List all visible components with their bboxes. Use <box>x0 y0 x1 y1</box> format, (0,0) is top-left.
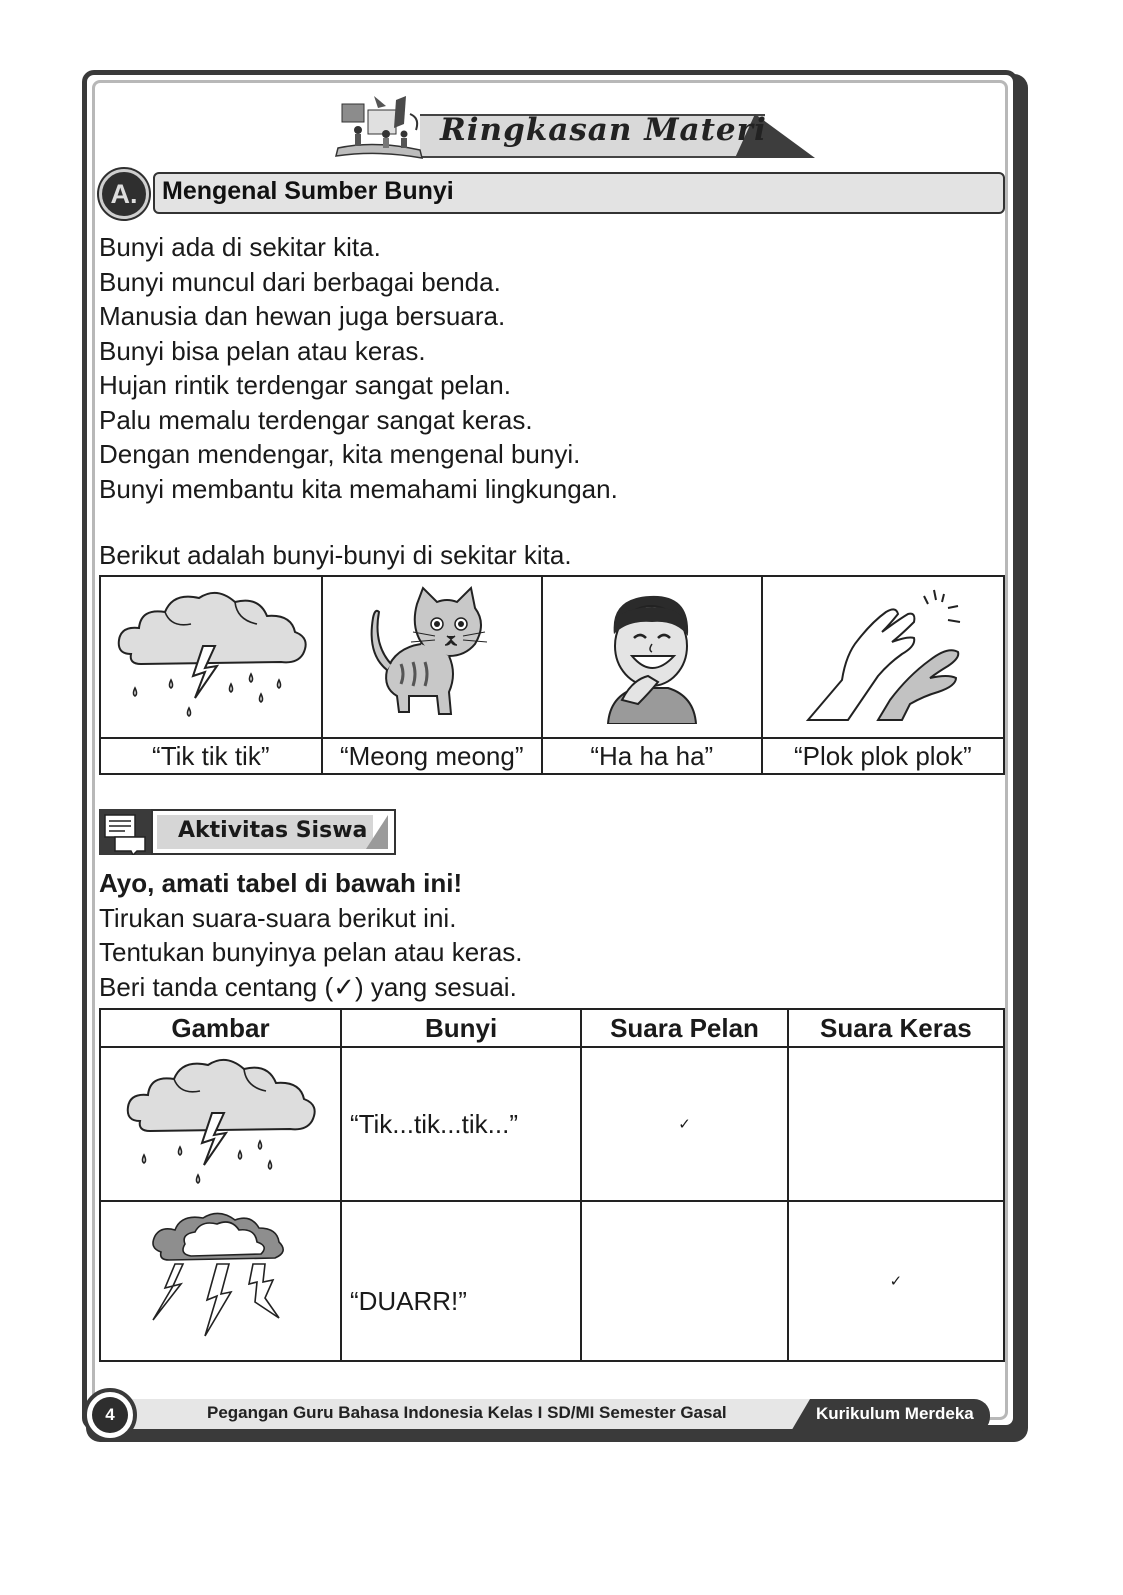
activity-line: Tirukan suara-suara berikut ini. <box>99 902 457 933</box>
sounds-intro: Berikut adalah bunyi-bunyi di sekitar kita. <box>99 540 572 570</box>
activity-line: Tentukan bunyinya pelan atau keras. <box>99 937 523 967</box>
gambar-cell <box>100 1201 341 1361</box>
speech-bubbles-icon <box>99 809 151 855</box>
activity-label: Aktivitas Siswa <box>178 818 368 843</box>
summary-line: Dengan mendengar, kita mengenal bunyi. <box>99 439 581 469</box>
footer-book-title: Pegangan Guru Bahasa Indonesia Kelas I SD/MI Semester Gasal <box>207 1403 727 1422</box>
sound-caption: “Plok plok plok” <box>762 738 1004 774</box>
banner-title: Ringkasan Materi <box>440 112 767 148</box>
suara-pelan-cell[interactable] <box>581 1201 787 1361</box>
page-number-badge <box>83 1388 137 1442</box>
sound-caption: “Meong meong” <box>322 738 542 774</box>
sound-caption: “Ha ha ha” <box>542 738 762 774</box>
thunderstorm-icon <box>145 1208 295 1348</box>
rain-cloud-icon <box>111 584 311 724</box>
column-header-bunyi: Bunyi <box>341 1009 581 1047</box>
summary-line: Bunyi ada di sekitar kita. <box>99 232 381 262</box>
clapping-hands-icon <box>798 584 968 724</box>
page-number: 4 <box>92 1397 128 1433</box>
suara-keras-cell[interactable]: ✓ <box>788 1201 1004 1361</box>
summary-line: Bunyi muncul dari berbagai benda. <box>99 266 501 297</box>
sound-caption: “Tik tik tik” <box>100 738 322 774</box>
gambar-cell <box>100 1047 341 1201</box>
classroom-illustration-icon <box>334 94 426 162</box>
activity-instructions <box>99 866 523 1004</box>
table-row <box>100 1047 1004 1201</box>
activity-line: Beri tanda centang (✓) yang sesuai. <box>99 971 517 1002</box>
activity-label-triangle <box>366 815 388 849</box>
cat-icon <box>357 584 507 724</box>
summary-line: Hujan rintik terdengar sangat pelan. <box>99 370 511 400</box>
activity-label-iconbox <box>99 809 151 855</box>
sound-image-cell <box>762 576 1004 738</box>
activity-table <box>99 1008 1005 1362</box>
sound-image-cell <box>322 576 542 738</box>
bunyi-cell: “Tik...tik...tik...” <box>341 1047 581 1201</box>
footer-tag-label: Kurikulum Merdeka <box>816 1404 974 1423</box>
rain-cloud-icon <box>120 1051 320 1191</box>
sound-image-cell <box>100 576 322 738</box>
summary-line: Palu memalu terdengar sangat keras. <box>99 404 533 435</box>
sounds-table <box>99 575 1005 775</box>
summary-line: Bunyi bisa pelan atau keras. <box>99 335 426 366</box>
column-header-suara-keras: Suara Keras <box>788 1009 1004 1047</box>
section-badge: A. <box>99 169 149 219</box>
summary-line: Bunyi membantu kita memahami lingkungan. <box>99 473 618 504</box>
table-row <box>100 1201 1004 1361</box>
activity-heading: Ayo, amati tabel di bawah ini! <box>99 868 463 898</box>
section-title: Mengenal Sumber Bunyi <box>162 177 454 205</box>
summary-paragraph <box>99 230 618 506</box>
column-header-suara-pelan: Suara Pelan <box>581 1009 787 1047</box>
bunyi-cell: “DUARR!” <box>341 1201 581 1361</box>
suara-pelan-cell[interactable]: ✓ <box>581 1047 787 1201</box>
suara-keras-cell[interactable] <box>788 1047 1004 1201</box>
summary-line: Manusia dan hewan juga bersuara. <box>99 301 506 331</box>
column-header-gambar: Gambar <box>100 1009 341 1047</box>
sound-image-cell <box>542 576 762 738</box>
laughing-boy-icon <box>592 584 712 724</box>
